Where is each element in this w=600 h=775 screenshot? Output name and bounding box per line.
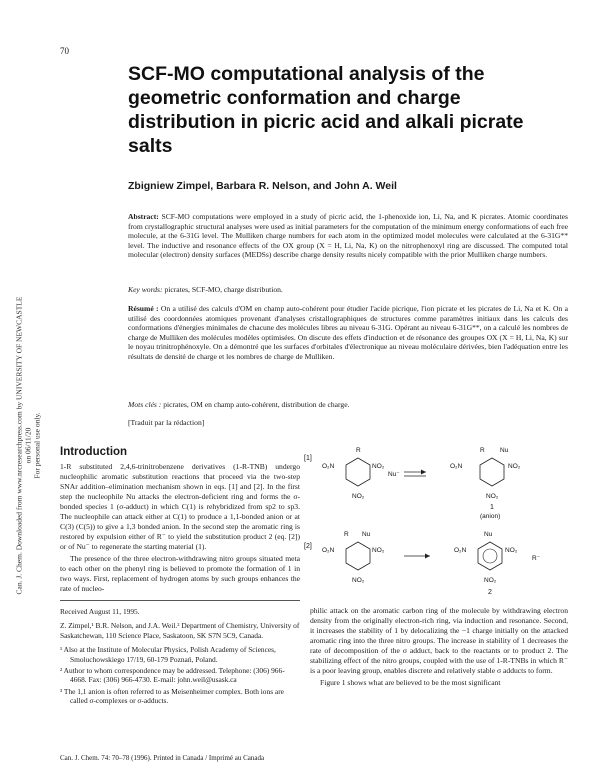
eq1-nu-label: Nu <box>500 447 509 454</box>
leaving-group-label: R⁻ <box>532 555 541 562</box>
resume <box>128 304 568 362</box>
mots-cles-label: Mots clés : <box>128 400 162 409</box>
keywords-label: Key words: <box>128 285 163 294</box>
compound-1-caption: (anion) <box>480 513 501 520</box>
mots-cles <box>128 400 568 410</box>
download-watermark <box>15 296 42 596</box>
footnote: ³ The 1,1 anion is often referred to as Meisenheimer complex. Both ions are called σ-complexes or σ-adducts. <box>60 686 284 706</box>
no2-label: NO₂ <box>352 493 365 500</box>
keywords-text: picrates, SCF-MO, charge distribution. <box>164 285 283 294</box>
abstract-label: Abstract: <box>128 212 159 221</box>
footnote: ¹ Also at the Institute of Molecular Physics, Polish Academy of Sciences, Smoluchowskiego 17/19, 60-179 Poznań, Poland. <box>60 645 276 664</box>
translation-note: [Traduit par la rédaction] <box>128 418 205 427</box>
no2-label: O₂N <box>322 547 335 554</box>
mots-cles-text: picrates, OM en champ auto-cohérent, distribution de charge. <box>163 400 350 409</box>
reaction-arrow-head <box>425 554 430 559</box>
no2-label: O₂N <box>322 463 335 470</box>
page-number: 70 <box>60 46 69 56</box>
compound-1-label: 1 <box>490 504 494 511</box>
sigma-adduct-ring <box>480 458 504 486</box>
journal-footer: Can. J. Chem. 74: 70–78 (1996). Printed in Canada / Imprimé au Canada <box>60 754 265 762</box>
no2-label: NO₂ <box>372 463 385 470</box>
benzene-ring <box>346 458 370 486</box>
aromatic-circle <box>483 549 497 563</box>
eq2-nu-label: Nu <box>362 531 371 538</box>
resume-text: On a utilisé des calculs d'OM en champ auto-cohérent pour étudier l'acide picrique, l'ion picrate et les picrates de Li, Na et K. On a utilisé des coordonnées atomiques provenant d'analyses cristallographiques de structures comme paramètres initiaux dans les calculs des conformations d'énergies minimales de chacune des molécules libres au niveau 6-31G. Opérant au niveau 6-31G**, on a calculé les nombres de charge de Mulliken des molécules modèles optimisées. On discute des effets d'induction et de résonance des groupes OX (X = H, Li, Na, K) sur le noyau trinitrophénoxyle. On a démontré que les surfaces d'orbitales d'électronique au niveau moléculaire dérivées, bien l'adéquation entre les résultats de densité de charge et les nombres de charge de Mulliken. <box>128 304 569 361</box>
no2-label: NO₂ <box>352 577 365 584</box>
introduction-heading: Introduction <box>60 446 128 458</box>
footnote: ² Author to whom correspondence may be addressed. Telephone: (306) 966-4668. Fax: (306) 966-4730. E-mail: john.weil@usask.ca <box>60 666 285 685</box>
right-column-body <box>310 606 568 690</box>
download-watermark-line1: Can. J. Chem. Downloaded from www.nrcresearchpress.com by UNIVERSITY OF NEWCASTLE on 06/11/20 <box>14 296 33 595</box>
abstract <box>128 212 568 260</box>
author-list: Zbigniew Zimpel, Barbara R. Nelson, and John A. Weil <box>128 180 397 192</box>
eq2-label: [2] <box>304 543 312 550</box>
no2-label: NO₂ <box>486 493 499 500</box>
author-affiliation: Z. Zimpel,¹ B.R. Nelson, and J.A. Weil.² Department of Chemistry, University of Saskatchewan, 110 Science Place, Saskatoon, SK S7N 5C9, Canada. <box>60 621 300 640</box>
no2-label: NO₂ <box>484 577 497 584</box>
nucleophile-label: Nu⁻ <box>388 471 400 478</box>
body-paragraph: philic attack on the aromatic carbon ring of the molecule by withdrawing electron density from the originally electron-rich ring, via induction and resonance. Second, it increases the stability of 1 by delocalizing the −1 charge initially on the attacked aromatic ring into the three nitro groups. The increase in stability of 1 decreases the rate of decomposition of the σ adduct, back to the reactants or to product 2. The stabilizing effect of the nitro groups, coupled with the use of 1-R-TNBs in which R⁻ is a poor leaving group, enables discrete and relatively stable σ adducts to form. <box>310 606 568 675</box>
received-date: Received August 11, 1995. <box>60 607 140 616</box>
introduction-paragraph: The presence of the three electron-withdrawing nitro groups situated meta to each other on the phenyl ring is believed to promote the formation of 1 in two ways. First, replacement of hydrogen atoms by such groups enhances the rate of nucleo- <box>60 554 300 593</box>
eq1-r-label: R <box>356 447 361 454</box>
no2-label: NO₂ <box>505 547 518 554</box>
sigma-adduct-ring <box>346 542 370 570</box>
no2-label: O₂N <box>450 463 463 470</box>
abstract-text: SCF-MO computations were employed in a study of picric acid, the 1-phenoxide ion, Li, Na, and K picrates. Atomic coordinates from crystallographic structural analyses were used as initial parameters for the computation of the minimum energy conformations of each free molecule, at the 6-31G level. The Mulliken charge numbers for each atom in the optimized model molecules were calculated at the 6-31G** level. The inductive and resonance effects of the OX group (X = H, Li, Na, K) on the nitrophenoxyl ring are discussed. The computed total molecular (electron) density surfaces (MEDSs) describe charge density results nicely compatible with the prior Mulliken charge numbers. <box>128 212 568 260</box>
keywords <box>128 285 568 295</box>
received-footnote-box <box>60 600 300 708</box>
article-title: SCF-MO computational analysis of the geometric conformation and charge distribution in picric acid and alkali picrate salts <box>128 63 524 157</box>
introduction-paragraph: 1-R substituted 2,4,6-trinitrobenzene derivatives (1-R-TNB) undergo nucleophilic aromatic substitution reactions that proceed via the two-step SNAr addition–elimination mechanism shown in eqs. [1] and [2]. In the first step the nucleophile Nu attacks the electron-deficient ring and forms the σ-bonded species 1 (σ-adduct) in which C(1) is rehybridized from sp2 to sp3. The nucleophile can attack either at C(1) to produce a 1,1-bonded anion or at C(3) (C(5)) to give a 1,3 bonded anion. In the second step the aromatic ring is restored by expulsion either of R⁻ to yield the substitution product 2 (eq. [2]) or of Nu⁻ to regenerate the starting material (1). <box>60 462 300 551</box>
compound-2-label: 2 <box>488 589 492 596</box>
download-watermark-line2: For personal use only. <box>32 412 42 479</box>
no2-label: NO₂ <box>508 463 521 470</box>
eq2-r-label: R <box>344 531 349 538</box>
eq1-label: [1] <box>304 455 312 462</box>
reaction-arrow-head <box>421 470 426 475</box>
reaction-scheme <box>300 446 570 596</box>
no2-label: O₂N <box>454 547 467 554</box>
introduction-body <box>60 462 300 596</box>
resume-label: Résumé : <box>128 304 159 313</box>
eq2-product-nu-label: Nu <box>484 531 493 538</box>
body-paragraph: Figure 1 shows what are believed to be the most significant <box>320 678 501 687</box>
eq1-r-label: R <box>480 447 485 454</box>
product-ring <box>478 542 502 570</box>
no2-label: NO₂ <box>372 547 385 554</box>
